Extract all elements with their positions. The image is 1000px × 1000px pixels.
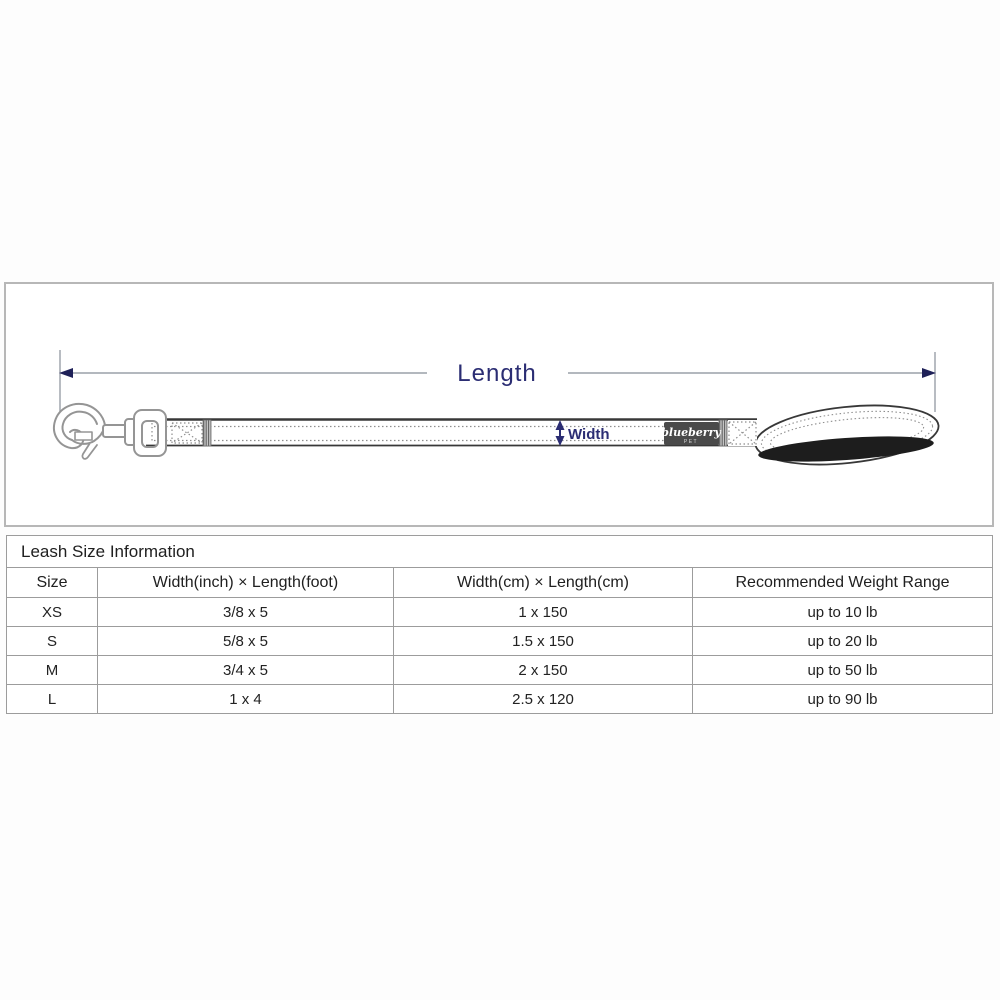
brand-label — [661, 422, 722, 445]
cell-size: L — [7, 685, 98, 714]
cell-size: M — [7, 656, 98, 685]
cell-size: S — [7, 627, 98, 656]
cell-cm: 2.5 x 120 — [394, 685, 693, 714]
cell-inch: 5/8 x 5 — [98, 627, 394, 656]
table-header-row — [7, 568, 993, 598]
column-header-size: Size — [7, 568, 98, 598]
column-header-weight: Recommended Weight Range — [693, 568, 993, 598]
table-row-s — [7, 627, 993, 656]
arrowhead-left-icon — [59, 368, 73, 378]
cell-inch: 3/8 x 5 — [98, 598, 394, 627]
leash-diagram — [6, 284, 992, 525]
table-title: Leash Size Information — [7, 536, 993, 568]
table-row-m — [7, 656, 993, 685]
table-title-row — [7, 536, 993, 568]
cell-size: XS — [7, 598, 98, 627]
brand-name: blueberry — [661, 426, 721, 439]
brand-sub: PET — [683, 439, 699, 445]
cell-inch: 3/4 x 5 — [98, 656, 394, 685]
leash-diagram-panel — [4, 282, 994, 527]
column-header-cm: Width(cm) × Length(cm) — [394, 568, 693, 598]
cell-weight: up to 50 lb — [693, 656, 993, 685]
cell-inch: 1 x 4 — [98, 685, 394, 714]
cell-cm: 1.5 x 150 — [394, 627, 693, 656]
cell-cm: 2 x 150 — [394, 656, 693, 685]
column-header-inch: Width(inch) × Length(foot) — [98, 568, 394, 598]
cell-cm: 1 x 150 — [394, 598, 693, 627]
rib-band-left — [203, 420, 211, 446]
table-row-xs — [7, 598, 993, 627]
table-row-l — [7, 685, 993, 714]
length-arrow — [59, 360, 936, 387]
cell-weight: up to 10 lb — [693, 598, 993, 627]
width-label: Width — [568, 426, 610, 443]
length-label: Length — [457, 360, 537, 387]
handle-loop — [753, 398, 942, 473]
cell-weight: up to 20 lb — [693, 627, 993, 656]
leash-size-table — [6, 535, 993, 714]
cell-weight: up to 90 lb — [693, 685, 993, 714]
arrowhead-right-icon — [922, 368, 936, 378]
